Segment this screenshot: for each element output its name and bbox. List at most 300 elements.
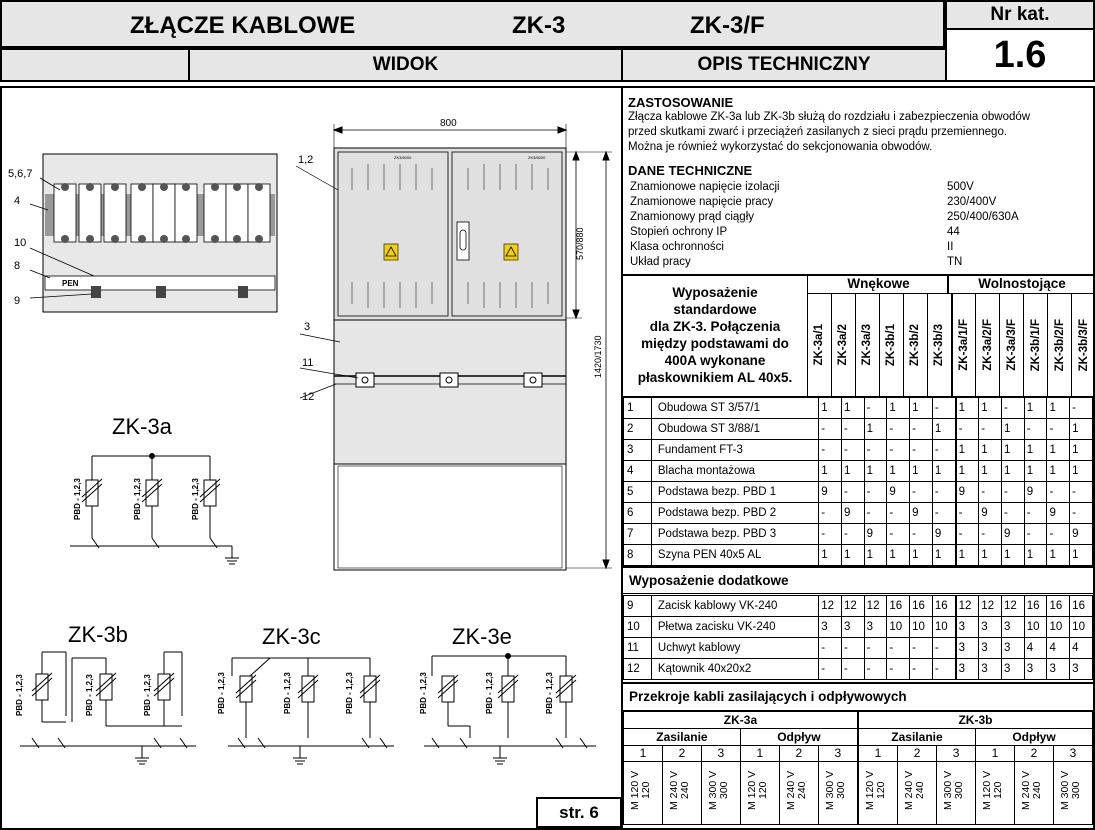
row-cell: 1 [1002, 419, 1025, 440]
row-cell: - [819, 419, 842, 440]
cable-section-value: M 120 V 120 [976, 762, 1015, 825]
row-cell: 3 [979, 659, 1002, 680]
col-header: ZK-3b/3 [928, 294, 953, 396]
row-cell: 3 [979, 617, 1002, 638]
row-cell: - [864, 440, 887, 461]
row-cell: - [1070, 503, 1093, 524]
row-number: 3 [624, 440, 652, 461]
cable-column-number: 1 [976, 746, 1015, 762]
col-header: ZK-3b/1/F [1024, 294, 1048, 396]
cable-column-number: 1 [740, 746, 779, 762]
pbd-label: PBD - 1,2,3 [15, 674, 24, 716]
row-cell: - [910, 482, 933, 503]
tech-data-value: TN [947, 256, 963, 268]
catalog-number: 1.6 [945, 28, 1095, 82]
cable-section-value: M 300 V 300 [937, 762, 976, 825]
label-zk3a: ZK-3a [112, 414, 172, 439]
tech-data-label: Układ pracy [630, 256, 691, 268]
std-title-line: Wyposażenie [672, 285, 758, 300]
tech-data-value: 44 [947, 226, 960, 238]
row-cell: - [841, 659, 864, 680]
row-item-name: Kątownik 40x20x2 [651, 659, 818, 680]
row-cell: - [932, 440, 955, 461]
row-cell: - [864, 638, 887, 659]
row-cell: 9 [1024, 482, 1047, 503]
col-header: ZK-3b/1 [880, 294, 904, 396]
row-cell: 1 [1002, 461, 1025, 482]
row-cell: 16 [887, 596, 910, 617]
col-header: ZK-3a/3 [856, 294, 880, 396]
row-cell: - [887, 659, 910, 680]
pen-label: PEN [62, 279, 79, 288]
row-cell: 1 [864, 461, 887, 482]
row-cell: - [956, 524, 979, 545]
pbd-label: PBD - 1,2,3 [191, 478, 200, 520]
row-item-name: Obudowa ST 3/57/1 [651, 397, 818, 419]
tech-data-value: 250/400/630A [947, 211, 1019, 223]
row-cell: 1 [1024, 545, 1047, 566]
col-header: ZK-3a/2 [832, 294, 856, 396]
row-cell: 12 [841, 596, 864, 617]
row-item-name: Uchwyt kablowy [651, 638, 818, 659]
extra-equipment-table [623, 595, 1093, 680]
row-cell: - [887, 638, 910, 659]
row-cell: 1 [979, 545, 1002, 566]
callout-8: 8 [14, 260, 21, 272]
row-cell: - [1024, 419, 1047, 440]
row-cell: - [956, 503, 979, 524]
row-number: 11 [624, 638, 652, 659]
row-number: 9 [624, 596, 652, 617]
row-cell: - [910, 419, 933, 440]
cable-column-number: 3 [818, 746, 858, 762]
row-cell: - [887, 524, 910, 545]
cable-section-value: M 240 V 240 [662, 762, 701, 825]
door-tag-right: ZK3/6000 [528, 155, 546, 160]
row-cell: 9 [887, 482, 910, 503]
label-zk3b: ZK-3b [68, 622, 128, 647]
label-zk3e: ZK-3e [452, 624, 512, 649]
row-item-name: Podstawa bezp. PBD 2 [651, 503, 818, 524]
row-cell: - [910, 440, 933, 461]
std-title-line: płaskownikiem AL 40x5. [637, 370, 793, 385]
row-item-name: Fundament FT-3 [651, 440, 818, 461]
dim-width: 800 [440, 118, 457, 129]
cable-column-number: 2 [1014, 746, 1053, 762]
table-row [624, 596, 1093, 617]
row-cell: 1 [887, 461, 910, 482]
row-cell: 16 [1024, 596, 1047, 617]
row-cell: 1 [956, 440, 979, 461]
row-cell: 9 [864, 524, 887, 545]
row-cell: 1 [1047, 440, 1070, 461]
row-item-name: Podstawa bezp. PBD 3 [651, 524, 818, 545]
std-title-line: między podstawami do [641, 336, 789, 351]
tech-data-label: Znamionowe napięcie izolacji [630, 181, 780, 193]
row-cell: 9 [1002, 524, 1025, 545]
row-cell: - [864, 503, 887, 524]
row-cell: 3 [979, 638, 1002, 659]
row-cell: 10 [1070, 617, 1093, 638]
row-cell: 1 [1024, 440, 1047, 461]
row-cell: 9 [841, 503, 864, 524]
door-tag-left: ZK3/6000 [394, 155, 412, 160]
table-row [624, 397, 1093, 419]
cable-section-value: M 240 V 240 [779, 762, 818, 825]
group-freestanding: Wolnostojące [947, 274, 1095, 294]
dim-upper: 570/880 [575, 227, 585, 260]
row-number: 1 [624, 397, 652, 419]
row-cell: 1 [1070, 461, 1093, 482]
cable-section-value: M 240 V 240 [1014, 762, 1053, 825]
row-cell: 12 [1002, 596, 1025, 617]
pbd-label: PBD - 1,2,3 [217, 672, 226, 714]
row-cell: - [1002, 482, 1025, 503]
cables-table [623, 710, 1093, 825]
pbd-label: PBD - 1,2,3 [485, 672, 494, 714]
row-cell: - [1070, 397, 1093, 419]
row-cell: 1 [910, 545, 933, 566]
row-cell: - [1047, 524, 1070, 545]
row-item-name: Płetwa zacisku VK-240 [651, 617, 818, 638]
row-cell: - [841, 638, 864, 659]
row-cell: 1 [1024, 397, 1047, 419]
row-cell: 3 [1002, 617, 1025, 638]
std-equipment-table [623, 396, 1093, 566]
callout-12: 12 [302, 391, 315, 403]
row-cell: - [910, 659, 933, 680]
cable-section-value: M 300 V 300 [1053, 762, 1092, 825]
row-cell: 4 [1024, 638, 1047, 659]
view-label: WIDOK [188, 48, 623, 82]
row-cell: 16 [932, 596, 955, 617]
row-cell: - [932, 638, 955, 659]
cable-column-number: 3 [1053, 746, 1092, 762]
tech-data-label: Klasa ochronności [630, 241, 724, 253]
row-cell: - [910, 638, 933, 659]
tech-data-value: 230/400V [947, 196, 997, 208]
cables-outflow: Odpływ [976, 729, 1093, 746]
row-cell: 12 [819, 596, 842, 617]
cable-section-value: M 240 V 240 [898, 762, 937, 825]
row-cell: 1 [1002, 440, 1025, 461]
row-cell: 3 [1002, 638, 1025, 659]
row-cell: 1 [819, 545, 842, 566]
std-equipment-title [623, 276, 807, 394]
table-row [624, 545, 1093, 566]
cable-column-number: 1 [858, 746, 898, 762]
group-recessed: Wnękowe [807, 274, 949, 294]
row-cell: 3 [1024, 659, 1047, 680]
row-item-name: Zacisk kablowy VK-240 [651, 596, 818, 617]
cable-section-value: M 120 V 120 [858, 762, 898, 825]
row-cell: 10 [932, 617, 955, 638]
row-cell: - [1024, 503, 1047, 524]
table-row [624, 524, 1093, 545]
row-cell: 1 [910, 461, 933, 482]
col-header: ZK-3a/1 [808, 294, 832, 396]
dim-total: 1420/1730 [593, 335, 603, 378]
tech-data-label: Znamionowe napięcie pracy [630, 196, 774, 208]
table-row [624, 638, 1093, 659]
cable-column-number: 3 [937, 746, 976, 762]
cable-column-number: 3 [701, 746, 740, 762]
header-blank [0, 48, 190, 82]
row-cell: 1 [819, 461, 842, 482]
row-cell: 3 [956, 617, 979, 638]
callout-567: 5,6,7 [8, 168, 33, 180]
row-number: 12 [624, 659, 652, 680]
callout-3: 3 [304, 321, 311, 333]
row-cell: 1 [956, 545, 979, 566]
row-cell: 1 [979, 440, 1002, 461]
cable-section-value: M 120 V 120 [624, 762, 663, 825]
row-cell: 10 [1047, 617, 1070, 638]
page-number: str. 6 [536, 797, 622, 828]
cable-column-number: 1 [624, 746, 663, 762]
row-cell: - [819, 638, 842, 659]
cables-group-b: ZK-3b [858, 711, 1093, 729]
row-cell: - [841, 440, 864, 461]
row-cell: - [1002, 503, 1025, 524]
cable-section-value: M 300 V 300 [818, 762, 858, 825]
row-cell: 3 [819, 617, 842, 638]
row-cell: 1 [979, 461, 1002, 482]
tech-label: OPIS TECHNICZNY [621, 48, 947, 82]
row-item-name: Blacha montażowa [651, 461, 818, 482]
schematic-zk3b [20, 652, 196, 764]
title: ZŁĄCZE KABLOWE [130, 12, 356, 39]
row-cell: - [979, 482, 1002, 503]
row-cell: 3 [956, 638, 979, 659]
row-cell: - [1047, 419, 1070, 440]
table-row [624, 659, 1093, 680]
row-cell: - [1002, 397, 1025, 419]
row-cell: 10 [887, 617, 910, 638]
pbd-label: PBD - 1,2,3 [419, 672, 428, 714]
row-cell: 9 [1070, 524, 1093, 545]
row-cell: 1 [1070, 545, 1093, 566]
row-cell: - [932, 482, 955, 503]
row-cell: 4 [1047, 638, 1070, 659]
row-cell: 3 [1002, 659, 1025, 680]
col-header: ZK-3a/2/F [976, 294, 1000, 396]
row-number: 5 [624, 482, 652, 503]
technical-drawing [0, 86, 623, 830]
row-cell: 3 [864, 617, 887, 638]
row-cell: 1 [932, 545, 955, 566]
row-cell: - [887, 419, 910, 440]
row-cell: - [864, 659, 887, 680]
col-header: ZK-3a/3/F [1000, 294, 1024, 396]
row-cell: - [819, 503, 842, 524]
row-number: 10 [624, 617, 652, 638]
std-title-line: standardowe [673, 302, 757, 317]
row-cell: - [841, 524, 864, 545]
row-cell: - [887, 503, 910, 524]
pbd-label: PBD - 1,2,3 [545, 672, 554, 714]
tech-data-value: 500V [947, 181, 974, 193]
row-cell: 10 [1024, 617, 1047, 638]
row-cell: - [841, 419, 864, 440]
callout-9: 9 [14, 295, 21, 307]
row-cell: 1 [841, 397, 864, 419]
row-cell: - [819, 524, 842, 545]
cable-column-number: 2 [662, 746, 701, 762]
row-cell: - [819, 440, 842, 461]
row-cell: 1 [979, 397, 1002, 419]
row-cell: 1 [1047, 545, 1070, 566]
application-line: przed skutkami zwarć i przeciążeń zasilanych z sieci prądu przemiennego. [628, 126, 1008, 138]
row-cell: - [1047, 482, 1070, 503]
row-cell: 3 [841, 617, 864, 638]
row-cell: 16 [910, 596, 933, 617]
row-cell: 1 [1047, 397, 1070, 419]
pbd-label: PBD - 1,2,3 [73, 478, 82, 520]
application-line: Można je również wykorzystać do sekcjonowania obwodów. [628, 141, 933, 153]
row-cell: 1 [1070, 440, 1093, 461]
row-cell: 1 [932, 419, 955, 440]
row-cell: - [932, 503, 955, 524]
pbd-label: PBD - 1,2,3 [283, 672, 292, 714]
tech-data-title: DANE TECHNICZNE [628, 163, 753, 178]
col-header: ZK-3b/2/F [1048, 294, 1072, 396]
cable-section-value: M 120 V 120 [740, 762, 779, 825]
row-cell: 1 [1024, 461, 1047, 482]
row-cell: 1 [1070, 419, 1093, 440]
extra-title-bar [621, 566, 1095, 594]
std-title-line: dla ZK-3. Połączenia [649, 319, 781, 334]
cables-title: Przekroje kabli zasilających i odpływowych [629, 689, 907, 704]
row-cell: 1 [932, 461, 955, 482]
row-number: 2 [624, 419, 652, 440]
cable-section-value: M 300 V 300 [701, 762, 740, 825]
row-cell: 16 [1070, 596, 1093, 617]
row-cell: 9 [1047, 503, 1070, 524]
model-zk3f: ZK-3/F [690, 12, 765, 39]
row-number: 4 [624, 461, 652, 482]
extra-equipment-title: Wyposażenie dodatkowe [629, 573, 789, 588]
row-cell: 12 [979, 596, 1002, 617]
row-cell: 9 [910, 503, 933, 524]
table-row [624, 461, 1093, 482]
row-cell: 3 [1047, 659, 1070, 680]
row-cell: - [932, 659, 955, 680]
model-zk3: ZK-3 [512, 12, 566, 39]
row-cell: 1 [887, 545, 910, 566]
std-title-line: 400A wykonane [664, 353, 766, 368]
row-cell: - [932, 397, 955, 419]
row-cell: - [979, 524, 1002, 545]
row-cell: 9 [979, 503, 1002, 524]
callout-11: 11 [302, 357, 314, 369]
row-item-name: Szyna PEN 40x5 AL [651, 545, 818, 566]
row-cell: 1 [956, 461, 979, 482]
cables-supply: Zasilanie [624, 729, 741, 746]
row-cell: 4 [1070, 638, 1093, 659]
row-cell: 9 [819, 482, 842, 503]
pbd-label: PBD - 1,2,3 [85, 674, 94, 716]
row-cell: 1 [819, 397, 842, 419]
row-cell: 1 [864, 545, 887, 566]
pbd-label: PBD - 1,2,3 [345, 672, 354, 714]
row-cell: - [1070, 482, 1093, 503]
col-header: ZK-3a/1/F [953, 294, 977, 396]
schematic-zk3e [424, 654, 596, 765]
row-cell: 12 [864, 596, 887, 617]
col-header: ZK-3b/2 [904, 294, 928, 396]
pbd-label: PBD - 1,2,3 [133, 478, 142, 520]
row-cell: 1 [1047, 461, 1070, 482]
row-cell: - [956, 419, 979, 440]
row-number: 8 [624, 545, 652, 566]
table-row [624, 503, 1093, 524]
row-number: 6 [624, 503, 652, 524]
row-cell: - [1024, 524, 1047, 545]
row-cell: - [979, 419, 1002, 440]
callout-10: 10 [14, 237, 27, 249]
cabinet-front [296, 124, 612, 570]
row-cell: 1 [910, 397, 933, 419]
cables-outflow: Odpływ [740, 729, 858, 746]
row-cell: - [910, 524, 933, 545]
table-row [624, 482, 1093, 503]
tech-data-label: Znamionowy prąd ciągły [630, 211, 755, 223]
table-row [624, 617, 1093, 638]
row-cell: - [864, 397, 887, 419]
cable-column-number: 2 [779, 746, 818, 762]
row-cell: 1 [1002, 545, 1025, 566]
row-cell: 10 [910, 617, 933, 638]
catalog-label: Nr kat. [945, 0, 1095, 30]
row-cell: 1 [956, 397, 979, 419]
row-cell: 1 [841, 545, 864, 566]
cables-supply: Zasilanie [858, 729, 976, 746]
application-line: Złącza kablowe ZK-3a lub ZK-3b służą do rozdziału i zabezpieczenia obwodów [628, 111, 1031, 123]
row-cell: - [864, 482, 887, 503]
row-cell: 16 [1047, 596, 1070, 617]
schematic-zk3c [228, 658, 394, 764]
row-cell: 1 [864, 419, 887, 440]
schematic-zk3a [70, 454, 239, 565]
tech-data-label: Stopień ochrony IP [630, 226, 728, 238]
tech-data-value: II [947, 241, 954, 253]
label-zk3c: ZK-3c [262, 624, 321, 649]
callout-4: 4 [14, 195, 21, 207]
row-cell: 1 [841, 461, 864, 482]
row-cell: 12 [956, 596, 979, 617]
row-item-name: Podstawa bezp. PBD 1 [651, 482, 818, 503]
row-cell: 9 [956, 482, 979, 503]
cable-column-number: 2 [898, 746, 937, 762]
row-cell: 1 [887, 397, 910, 419]
row-number: 7 [624, 524, 652, 545]
cables-group-a: ZK-3a [624, 711, 858, 729]
row-cell: - [887, 440, 910, 461]
column-headers [807, 294, 1095, 396]
row-cell: 3 [1070, 659, 1093, 680]
callout-1-2: 1,2 [298, 154, 314, 166]
application-title: ZASTOSOWANIE [628, 95, 734, 110]
table-row [624, 440, 1093, 461]
row-cell: 3 [956, 659, 979, 680]
row-cell: 9 [932, 524, 955, 545]
row-cell: - [819, 659, 842, 680]
col-header: ZK-3b/3/F [1077, 318, 1090, 372]
cables-title-bar [621, 682, 1095, 710]
table-row [624, 419, 1093, 440]
pbd-label: PBD - 1,2,3 [143, 674, 152, 716]
